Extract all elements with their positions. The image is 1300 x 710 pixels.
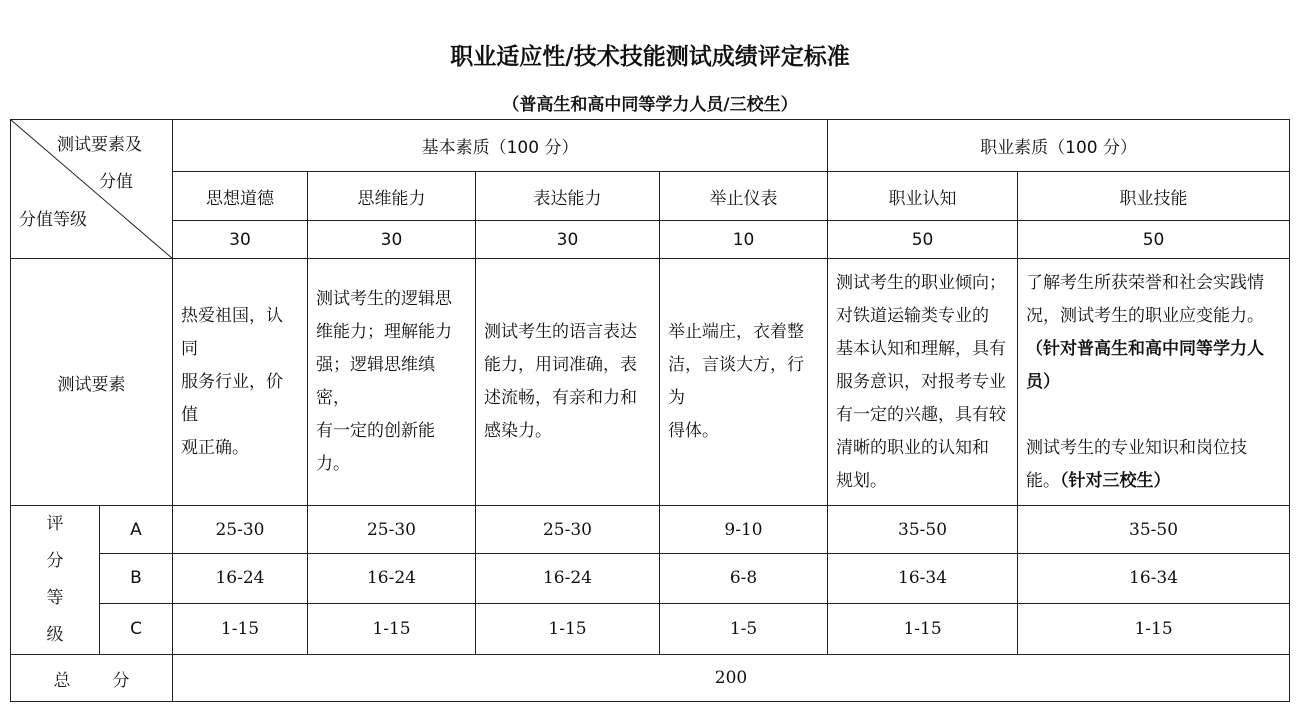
grade-level: C — [100, 603, 173, 654]
grade-range: 16-34 — [1018, 554, 1290, 603]
grade-range: 16-24 — [476, 554, 660, 603]
group-header-basic: 基本素质（100 分） — [173, 120, 828, 172]
category-score: 30 — [476, 221, 660, 259]
grade-range: 1-15 — [476, 603, 660, 654]
grade-range: 1-5 — [660, 603, 828, 654]
grade-range: 16-34 — [828, 554, 1018, 603]
category-header: 思想道德 — [173, 172, 308, 221]
corner-label-score: 分值 — [99, 172, 133, 192]
grade-range: 25-30 — [308, 506, 476, 554]
category-score: 50 — [1018, 221, 1290, 259]
category-header: 思维能力 — [308, 172, 476, 221]
corner-label-grade: 分值等级 — [19, 210, 87, 230]
category-header: 举止仪表 — [660, 172, 828, 221]
total-label: 总 分 — [11, 655, 173, 702]
category-score: 10 — [660, 221, 828, 259]
grade-range: 16-24 — [173, 554, 308, 603]
corner-label-elements: 测试要素及 — [57, 135, 142, 155]
element-description-expression: 测试考生的语言表达 能力，用词准确，表 述流畅，有亲和力和 感染力。 — [476, 259, 660, 506]
grade-range: 1-15 — [173, 603, 308, 654]
page-subtitle: （普高生和高中同等学力人员/三校生） — [502, 95, 798, 115]
scoring-standard-table — [10, 119, 1290, 702]
total-value: 200 — [173, 655, 1290, 702]
element-description-skills: 了解考生所获荣誉和社会实践情 况，测试考生的职业应变能力。 （针对普高生和高中同等学力人 员） 测试考生的专业知识和岗位技 能。（针对三校生） — [1018, 259, 1290, 506]
grade-range: 16-24 — [308, 554, 476, 603]
category-score: 30 — [308, 221, 476, 259]
grade-range: 9-10 — [660, 506, 828, 554]
grade-range: 1-15 — [1018, 603, 1290, 654]
corner-header-cell — [11, 120, 173, 259]
element-description-cognition: 测试考生的职业倾向； 对铁道运输类专业的 基本认知和理解，具有 服务意识，对报考专业 有一定的兴趣，具有较 清晰的职业的认知和 规划。 — [828, 259, 1018, 506]
grade-range: 1-15 — [308, 603, 476, 654]
element-description-demeanor: 举止端庄，衣着整 洁，言谈大方，行为 得体。 — [660, 259, 828, 506]
category-score: 50 — [828, 221, 1018, 259]
grade-range: 1-15 — [828, 603, 1018, 654]
group-header-professional: 职业素质（100 分） — [828, 120, 1290, 172]
grade-range: 35-50 — [1018, 506, 1290, 554]
grade-range: 25-30 — [173, 506, 308, 554]
grade-level: B — [100, 554, 173, 603]
page-title: 职业适应性/技术技能测试成绩评定标准 — [450, 43, 850, 70]
elements-row-label: 测试要素 — [11, 259, 173, 506]
category-score: 30 — [173, 221, 308, 259]
grade-range: 6-8 — [660, 554, 828, 603]
category-header: 表达能力 — [476, 172, 660, 221]
element-description-thinking: 测试考生的逻辑思 维能力；理解能力 强；逻辑思维缜密， 有一定的创新能力。 — [308, 259, 476, 506]
grading-label: 评 分 等 级 — [11, 506, 100, 655]
grade-range: 35-50 — [828, 506, 1018, 554]
element-description-moral: 热爱祖国，认同 服务行业，价值 观正确。 — [173, 259, 308, 506]
category-header: 职业技能 — [1018, 172, 1290, 221]
grade-range: 25-30 — [476, 506, 660, 554]
grade-level: A — [100, 506, 173, 554]
category-header: 职业认知 — [828, 172, 1018, 221]
